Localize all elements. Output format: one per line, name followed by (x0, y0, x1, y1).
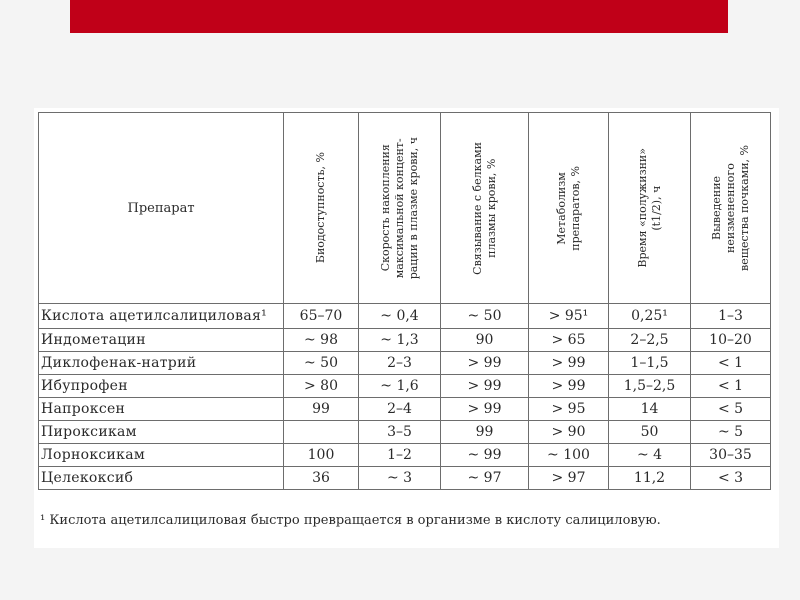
drug-name: Пироксикам (39, 421, 284, 444)
header-renal-excretion (691, 113, 771, 304)
table-cell: ~ 4 (609, 444, 691, 467)
drug-name: Лорноксикам (39, 444, 284, 467)
table-cell: ~ 0,4 (359, 304, 441, 329)
table-cell: 2–4 (359, 398, 441, 421)
drug-name: Напроксен (39, 398, 284, 421)
header-protein-binding (441, 113, 529, 304)
table-row (39, 398, 771, 421)
table-row (39, 467, 771, 490)
table-cell: > 95¹ (529, 304, 609, 329)
header-bioavailability (284, 113, 359, 304)
table-cell: > 80 (284, 375, 359, 398)
table-cell: > 97 (529, 467, 609, 490)
table-cell: 10–20 (691, 329, 771, 352)
table-cell: 11,2 (609, 467, 691, 490)
table-cell: 14 (609, 398, 691, 421)
header-label: Выведение неизмененного вещества почками, % (709, 145, 751, 271)
table-cell: 1–2 (359, 444, 441, 467)
table-cell: < 3 (691, 467, 771, 490)
table-cell: 2–2,5 (609, 329, 691, 352)
table-cell: 1–3 (691, 304, 771, 329)
table-cell: 100 (284, 444, 359, 467)
table-cell: ~ 5 (691, 421, 771, 444)
table-cell: ~ 3 (359, 467, 441, 490)
table-cell: 30–35 (691, 444, 771, 467)
table-cell: ~ 99 (441, 444, 529, 467)
header-label: Связывание с белками плазмы крови, % (470, 141, 498, 275)
table-cell: 0,25¹ (609, 304, 691, 329)
table-row (39, 444, 771, 467)
table-cell (284, 421, 359, 444)
table-cell: > 99 (441, 375, 529, 398)
table-cell: ~ 97 (441, 467, 529, 490)
table-cell: ~ 50 (284, 352, 359, 375)
table-cell: > 90 (529, 421, 609, 444)
header-label: Метаболизм препаратов, % (554, 165, 582, 251)
table-cell: 90 (441, 329, 529, 352)
table-cell: > 65 (529, 329, 609, 352)
table-cell: > 99 (529, 352, 609, 375)
drug-name: Кислота ацетилсалициловая¹ (39, 304, 284, 329)
table-row (39, 421, 771, 444)
header-label: Биодоступность, % (314, 152, 327, 264)
table-cell: > 99 (441, 352, 529, 375)
table-header-row (39, 113, 771, 304)
table-cell: ~ 100 (529, 444, 609, 467)
header-accumulation-rate (359, 113, 441, 304)
header-metabolism (529, 113, 609, 304)
table-cell: 99 (441, 421, 529, 444)
table-cell: > 99 (529, 375, 609, 398)
table-cell: 1,5–2,5 (609, 375, 691, 398)
table-cell: < 1 (691, 352, 771, 375)
header-drug: Препарат (39, 113, 284, 304)
drug-name: Диклофенак-натрий (39, 352, 284, 375)
table-cell: > 99 (441, 398, 529, 421)
drug-name: Ибупрофен (39, 375, 284, 398)
table-row (39, 375, 771, 398)
table-cell: ~ 1,3 (359, 329, 441, 352)
table-cell: 50 (609, 421, 691, 444)
table-cell: 3–5 (359, 421, 441, 444)
table-cell: ~ 98 (284, 329, 359, 352)
header-label: Скорость накопления максимальной концент- рации в плазме крови, ч (378, 136, 420, 280)
table-cell: 36 (284, 467, 359, 490)
table-footnote: ¹ Кислота ацетилсалициловая быстро превращается в организме в кислоту салициловую. (40, 513, 661, 528)
header-half-life (609, 113, 691, 304)
table-row (39, 304, 771, 329)
slide-title-bar (70, 0, 728, 33)
drug-name: Целекоксиб (39, 467, 284, 490)
table-cell: < 1 (691, 375, 771, 398)
table-cell: ~ 1,6 (359, 375, 441, 398)
pharmacokinetics-table (38, 112, 771, 490)
table-cell: 1–1,5 (609, 352, 691, 375)
table-row (39, 352, 771, 375)
table-cell: 2–3 (359, 352, 441, 375)
document-scan (34, 108, 779, 548)
table-cell: < 5 (691, 398, 771, 421)
table-cell: 65–70 (284, 304, 359, 329)
table-cell: > 95 (529, 398, 609, 421)
header-label: Время «полужизни» (t1/2), ч (635, 148, 663, 268)
drug-name: Индометацин (39, 329, 284, 352)
table-cell: 99 (284, 398, 359, 421)
table-row (39, 329, 771, 352)
table-cell: ~ 50 (441, 304, 529, 329)
